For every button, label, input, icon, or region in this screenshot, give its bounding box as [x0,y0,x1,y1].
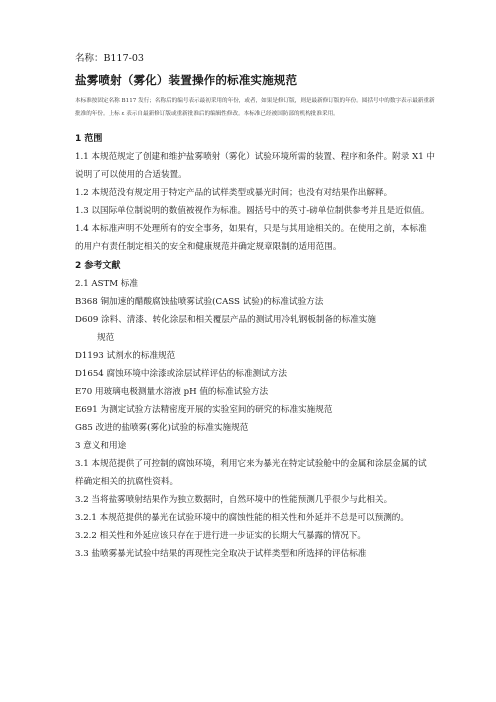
para-3-3: 3.3 盐喷雾暴光试验中结果的再现性完全取决于试样类型和所选择的评估标准 [75,549,367,559]
para-3-1: 3.1 本规范提供了可控制的腐蚀环境，利用它来为暴光在特定试验舱中的金属和涂层金属的试样确定相关的抗腐性资料。 [75,459,427,487]
reference-e70: E70 用玻璃电极测量水溶液 pH 值的标准试验方法 [75,387,269,397]
reference-d1193: D1193 试剂水的标准规范 [75,351,176,361]
para-1-2: 1.2 本规范没有规定用于特定产品的试样类型或暴光时间；也没有对结果作出解释。 [75,188,393,198]
section-1-heading: 1 范围 [75,134,103,144]
para-1-3: 1.3 以国际单位制说明的数值被视作为标准。圆括号中的英寸-磅单位制供参考并且是近似值。 [75,206,430,216]
reference-d1654: D1654 腐蚀环境中涂漆或涂层试样评估的标准测试方法 [75,369,287,379]
para-1-1: 1.1 本规范规定了创建和维护盐雾喷射（雾化）试验环境所需的装置、程序和条件。附录 X1 中说明了可以使用的合适装置。 [75,152,436,180]
section-2-heading: 2 参考文献 [75,261,121,271]
standard-note: 本标准按固定名称 B117 发行；名称后的编号表示最初采用的年份，或者，如果是修订版，则是最新修订版的年份。圆括号中的数字表示最新重新批准的年份。上标 ε 表示自最新修订版或重新批准后的编辑性修改。本标准已经被国防部的机构批准采用。 [75,98,435,117]
reference-d609-cont: 规范 [97,333,115,343]
para-1-4: 1.4 本标准声明不处理所有的安全事务，如果有，只是与其用途相关的。在使用之前，本标准的用户有责任制定相关的安全和健康规范并确定规章限制的适用范围。 [75,224,427,252]
para-3-2-1: 3.2.1 本规范提供的暴光在试验环境中的腐蚀性能的相关性和外延并不总是可以预测的。 [75,513,409,523]
para-3-2: 3.2 当将盐雾喷射结果作为独立数据时，自然环境中的性能预测几乎很少与此相关。 [75,495,393,505]
reference-g85: G85 改进的盐喷雾(雾化)试验的标准实施规范 [75,423,249,433]
reference-b368: B368 铜加速的醋酸腐蚀盐喷雾试验(CASS 试验)的标准试验方法 [75,297,324,307]
para-2-1: 2.1 ASTM 标准 [75,279,138,289]
reference-d609: D609 涂料、清漆、转化涂层和相关覆层产品的测试用冷轧钢板制备的标准实施 [75,315,377,325]
para-3-2-2: 3.2.2 相关性和外延应该只存在于进行进一步证实的长期大气暴露的情况下。 [75,531,367,541]
reference-e691: E691 为测定试验方法精密度开展的实验室间的研究的标准实施规范 [75,405,333,415]
document-name: 名称：B117-03 [75,53,144,64]
section-3-heading: 3 意义和用途 [75,441,127,451]
document-title: 盐雾喷射（雾化）装置操作的标准实施规范 [75,73,298,87]
document-page [75,50,435,563]
